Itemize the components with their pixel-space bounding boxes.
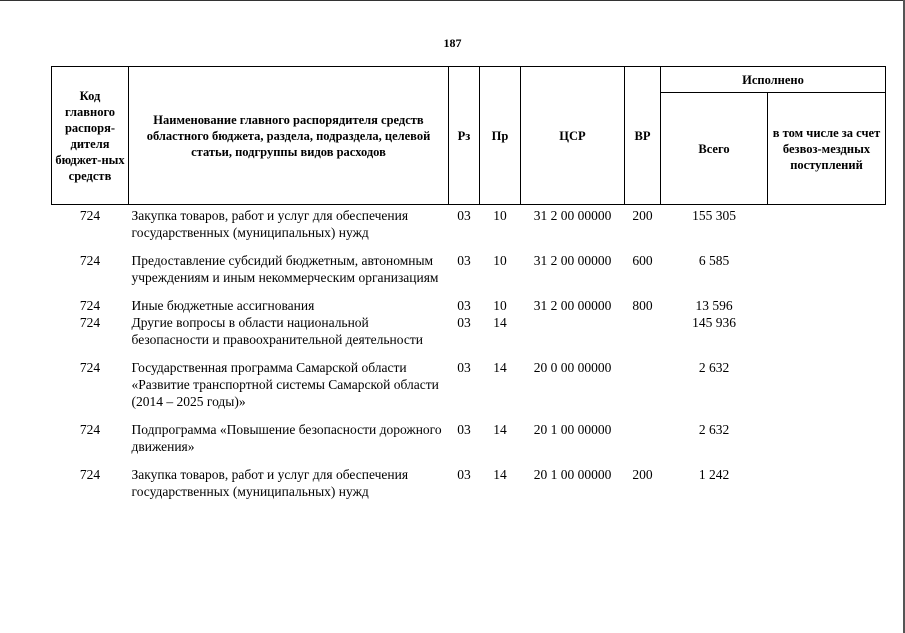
cell-total: 155 305	[692, 208, 736, 223]
cell-pr: 14	[493, 360, 507, 375]
header-vr: ВР	[625, 67, 661, 205]
cell-code: 724	[79, 467, 101, 482]
cell-total: 1 242	[698, 467, 730, 482]
cell-csr: 20 1 00 00000	[533, 467, 612, 482]
cell-rz: 03	[457, 360, 471, 375]
cell-total: 13 596	[695, 298, 733, 313]
table-body	[52, 205, 886, 501]
table-row	[52, 359, 886, 421]
cell-code: 724	[79, 298, 101, 313]
cell-incl	[768, 314, 886, 359]
cell-total: 2 632	[698, 360, 730, 375]
cell-pr: 14	[493, 315, 507, 330]
cell-total: 145 936	[692, 315, 736, 330]
cell-pr: 10	[493, 208, 507, 223]
cell-pr: 10	[493, 298, 507, 313]
cell-rz: 03	[457, 315, 471, 330]
cell-csr: 31 2 00 00000	[533, 253, 612, 268]
cell-rz: 03	[457, 422, 471, 437]
cell-name: Закупка товаров, работ и услуг для обеспечения государственных (муниципальных) нужд	[131, 208, 409, 240]
budget-table	[51, 66, 886, 500]
table-row	[52, 297, 886, 314]
header-executed: Исполнено	[661, 67, 886, 93]
cell-incl	[768, 297, 886, 314]
cell-code: 724	[79, 422, 101, 437]
cell-code: 724	[79, 253, 101, 268]
table-row	[52, 466, 886, 500]
cell-vr: 200	[632, 467, 653, 482]
cell-incl	[768, 359, 886, 421]
page-top-edge	[0, 0, 905, 1]
cell-total: 2 632	[698, 422, 730, 437]
cell-pr: 14	[493, 422, 507, 437]
cell-vr: 200	[632, 208, 653, 223]
header-csr: ЦСР	[521, 67, 625, 205]
cell-vr	[625, 314, 661, 359]
cell-csr: 31 2 00 00000	[533, 298, 612, 313]
cell-rz: 03	[457, 253, 471, 268]
cell-pr: 10	[493, 253, 507, 268]
cell-csr: 20 1 00 00000	[533, 422, 612, 437]
cell-name: Государственная программа Самарской области «Развитие транспортной системы Самарской области (2014 – 2025 годы)»	[131, 360, 439, 409]
cell-incl	[768, 466, 886, 500]
cell-vr: 800	[632, 298, 653, 313]
cell-incl	[768, 252, 886, 297]
header-incl: в том числе за счет безвоз-мездных поступлений	[768, 93, 886, 205]
cell-vr: 600	[632, 253, 653, 268]
cell-code: 724	[79, 360, 101, 375]
header-pr: Пр	[480, 67, 521, 205]
cell-incl	[768, 421, 886, 466]
cell-name: Подпрограмма «Повышение безопасности дорожного движения»	[131, 422, 442, 454]
cell-csr	[521, 314, 625, 359]
cell-pr: 14	[493, 467, 507, 482]
table-row	[52, 252, 886, 297]
cell-code: 724	[79, 208, 101, 223]
cell-vr	[625, 421, 661, 466]
cell-name: Иные бюджетные ассигнования	[131, 298, 315, 313]
table-row	[52, 421, 886, 466]
cell-incl	[768, 205, 886, 253]
cell-rz: 03	[457, 467, 471, 482]
header-rz: Рз	[449, 67, 480, 205]
cell-code: 724	[79, 315, 101, 330]
cell-name: Другие вопросы в области национальной безопасности и правоохранительной деятельности	[131, 315, 423, 347]
header-total: Всего	[661, 93, 768, 205]
table-header	[52, 67, 886, 205]
cell-rz: 03	[457, 298, 471, 313]
cell-name: Закупка товаров, работ и услуг для обеспечения государственных (муниципальных) нужд	[131, 467, 409, 499]
header-name: Наименование главного распорядителя средств областного бюджета, раздела, подраздела, целевой статьи, подгруппы видов расходов	[129, 67, 449, 205]
cell-rz: 03	[457, 208, 471, 223]
header-code: Код главного распоря-дителя бюджет-ных средств	[52, 67, 129, 205]
cell-name: Предоставление субсидий бюджетным, автономным учреждениям и иным некоммерческим организациям	[131, 253, 439, 285]
cell-csr: 20 0 00 00000	[533, 360, 612, 375]
cell-total: 6 585	[698, 253, 730, 268]
cell-vr	[625, 359, 661, 421]
cell-csr: 31 2 00 00000	[533, 208, 612, 223]
table-row	[52, 205, 886, 253]
table-row	[52, 314, 886, 359]
page-number: 187	[443, 36, 462, 50]
